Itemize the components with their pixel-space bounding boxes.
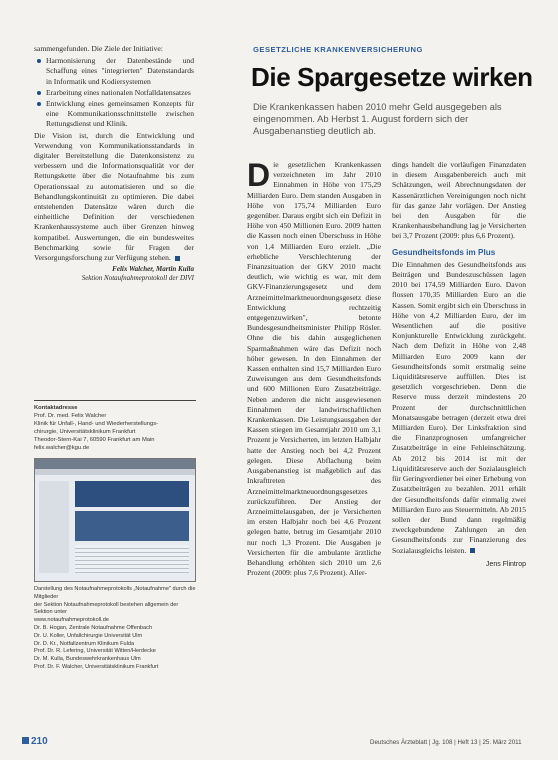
article-kicker: GESETZLICHE KRANKENVERSICHERUNG	[253, 45, 423, 54]
infobox-line: chirurgie, Universitätsklinikum Frankfurt	[34, 429, 136, 435]
article-column-2	[392, 160, 526, 570]
caption-line: Darstellung des Notaufnahmeprotokolls „Notaufnahme" durch die Mitglieder	[34, 586, 196, 600]
caption-line: der Sektion Notaufnahmeprotokoll bestehen allgemein der Sektion unter	[34, 601, 179, 616]
left-intro: sammengefunden. Die Ziele der Initiative:	[34, 44, 163, 53]
caption-line: www.notaufnahmeprotokoll.de	[34, 617, 109, 624]
article-paragraph: Die Einnahmen des Gesundheitsfonds aus Beiträgen und Bundeszuschüssen lagen 2010 bei 174,59 Milliarden Euro. Davon flossen 170,35 Milliarden Euro an die Kassen. Somit ergibt sich ein Überschuss in Höhe von 4,2 Milliarden Euro, der im Wesentlichen auf die positive Konjunkturelle Entwicklung zurückgeht. Nach dem Defizit in Höhe von 2,48 Milliarden Euro 2009 kann der Gesundheitsfonds somit erstmalig seine Liquiditätsreserve auffüllen. Dies ist gesetzlich vorgeschrieben. Denn die Reserve muss derzeit mindestens 20 Prozent der durchschnittlichen Monatsausgabe betragen (derzeit etwa drei Milliarden Euro). Der Linksfraktion sind die Finanzprognosen umfangreicher Zusatzbeiträge in eine Fehleinschätzung. Ab 2012 bis 2014 ist mit der Liquiditätsreserve auch der Sozialausgleich für Geringverdiener bei einer Erhebung von Zusatzbeiträgen zu bezahlen. 2011 erhält der Gesundheitsfonds dafür einmalig zwei Milliarden Euro aus Steuermitteln. Ab 2015 sollen der Bund dann regelmäßig zweckgebundene Zahlungen an den Gesundheitsfonds zur Finanzierung des Sozialausgleichs leisten.	[392, 259, 526, 555]
list-item: Entwicklung eines gemeinsamen Konzepts für eine Kommunikationsschnittstelle zwischen Rettungsdienst und Klinik.	[46, 99, 194, 129]
article-paragraph: dings handelt die vorläufigen Finanzdaten in diesem Ausgabenbereich auch mit Schätzungen, weil Abrechnungsdaten der Kassenärztlichen Vereinigungen noch nicht für das ganze Jahr vorlägen. Der Anstieg bei den Ausgaben für die Krankenhausbehandlung lag je Versicherten bei 3,7 Prozent (2009: plus 6,6 Prozent).	[392, 160, 526, 241]
folio-square-icon	[22, 737, 29, 744]
infobox-caption	[34, 586, 196, 672]
article-headline: Die Spargesetze wirken	[251, 62, 533, 92]
drop-cap: D	[247, 157, 271, 193]
caption-line: Dr. D. Kr., Notfallzentrum Klinikum Fulda	[34, 640, 135, 647]
caption-line: Dr. B. Hogan, Zentrale Notaufnahme Offenbach	[34, 624, 153, 631]
caption-line: Prof. Dr. R. Lefering, Universität Witten/Herdecke	[34, 648, 156, 655]
infobox-title: Kontaktadresse	[34, 405, 78, 411]
website-screenshot-image	[34, 458, 196, 582]
infobox-email: felix.walcher@kgu.de	[34, 445, 90, 451]
author-names: Felix Walcher, Martin Kulla	[112, 265, 194, 274]
list-item: Harmonisierung der Datenbestände und Schaffung eines "integrierten" Datenstandards in Informatik und Kodiersystemen	[46, 56, 194, 86]
page-number: 210	[22, 736, 48, 747]
section-subhead: Gesundheitsfonds im Plus	[392, 247, 496, 257]
article-signature: Jens Flintrop	[485, 560, 526, 568]
infobox-line: Theodor-Stern-Kai 7, 60590 Frankfurt am Main	[34, 437, 155, 443]
vision-paragraph: Die Vision ist, durch die Entwicklung und Verwendung von Kommunikationsstandards in digitaler Bereitstellung die Datenkonsistenz zu verbessern und die Informationsqualität vor der Rettungskette über die Notaufnahme bis zum Operationssaal zu automatisieren und so die Behandlungskontinuität zu optimieren. Die dabei entstehenden Datensätze wären durch die einheitliche Definition der verschiedenen Krankenhaussysteme auch über Grenzen hinweg kompatibel. Auswertungen, die ein bundesweites Benchmarking sowie für Fragen der Versorgungsforschung zur Verfügung stehen.	[34, 130, 194, 263]
screenshot-content-panel	[75, 511, 189, 541]
contact-infobox	[34, 400, 196, 739]
caption-line: Dr. U. Koller, Unfallchirurgie Universität Ulm	[34, 632, 143, 639]
infobox-line: Prof. Dr. med. Felix Walcher	[34, 413, 107, 419]
list-item: Erarbeitung eines nationalen Notfalldatensatzes	[46, 88, 194, 98]
author-affiliation: Sektion Notaufnahmeprotokoll der DIVI	[81, 274, 194, 283]
screenshot-menubar	[35, 469, 195, 475]
caption-line: Prof. Dr. F. Walcher, Universitätsklinikum Frankfurt	[34, 663, 159, 670]
end-mark-icon	[175, 256, 180, 261]
end-mark-icon	[470, 548, 475, 553]
screenshot-sidebar	[39, 481, 69, 573]
article-lead-paragraph: Die gesetzlichen Krankenkassen verzeichneten im Jahr 2010 Einnahmen in Höhe von 175,29 Milliarden Euro. Dem standen Ausgaben in Höhe von 175,74 Milliarden Euro gegenüber. Daraus ergibt sich ein Defizit in Höhe von 450 Millionen Euro. 2009 hatten die Kassen noch einen Überschuss in Höhe von 1,4 Milliarden Euro erzielt. „Die erhebliche Verschlechterung der Finanzsituation der GKV 2010 macht deutlich, wie wichtig es war, mit dem GKV-Finanzierungsgesetz und dem Arzneimittelmarktneuordnungsgesetz diese Entwicklung rechtzeitig entgegenzuwirken", betonte Bundesgesundheitsminister Philipp Rösler. Ohne die bis dahin ausgeglichenen Sparmaßnahmen wäre das Defizit noch höher gewesen. In den Einnahmen der Kassen enthalten sind 15,7 Milliarden Euro Zuweisungen aus dem Gesundheitsfonds und 600 Millionen Euro Zusatzbeiträge. Neben anderen die nicht ausgewiesenen Einnahmen der landwirtschaftlichen Krankenkassen. Die Leistungsausgaben der Kassen stiegen im Gesamtjahr 2010 um 3,1 Prozent je Versicherten, im letzten Halbjahr hatte der Anstieg noch bei 4,2 Prozent gelegen. Diese Abflachung beim Ausgabenanstieg ist maßgeblich auf das Inkrafttreten des Arzneimittelmarktneuordnungsgesetzes zurückzuführen. Der Anstieg der Arzneimittelausgaben, der je Versicherten im ersten Halbjahr noch bei 4,6 Prozent gelegen hatte, betrug im Gesamtjahr 2010 nur noch 1,3 Prozent. Die Ausgaben je Versicherten für die ambulante ärztliche Behandlung erhöhten sich 2010 um 2,6 Prozent (2009: plus 7,6 Prozent). Aller-	[247, 157, 381, 578]
infobox-line: Klinik für Unfall-, Hand- und Wiederherstellungs-	[34, 421, 159, 427]
screenshot-titlebar	[35, 459, 195, 469]
initiative-goals-list	[34, 56, 194, 129]
screenshot-text-lines	[75, 545, 189, 573]
article-deck: Die Krankenkassen haben 2010 mehr Geld ausgegeben als eingenommen. Ab Herbst 1. August fordern sich der Ausgabenanstieg deutlich ab.	[253, 101, 502, 136]
caption-line: Dr. M. Kulla, Bundeswehrkrankenhaus Ulm	[34, 656, 141, 663]
article-column-1	[247, 157, 381, 578]
journal-footer: Deutsches Ärzteblatt | Jg. 108 | Heft 13 | 25. März 2011	[370, 739, 522, 746]
screenshot-banner	[75, 481, 189, 507]
left-column	[34, 44, 194, 283]
left-authors	[34, 265, 194, 283]
